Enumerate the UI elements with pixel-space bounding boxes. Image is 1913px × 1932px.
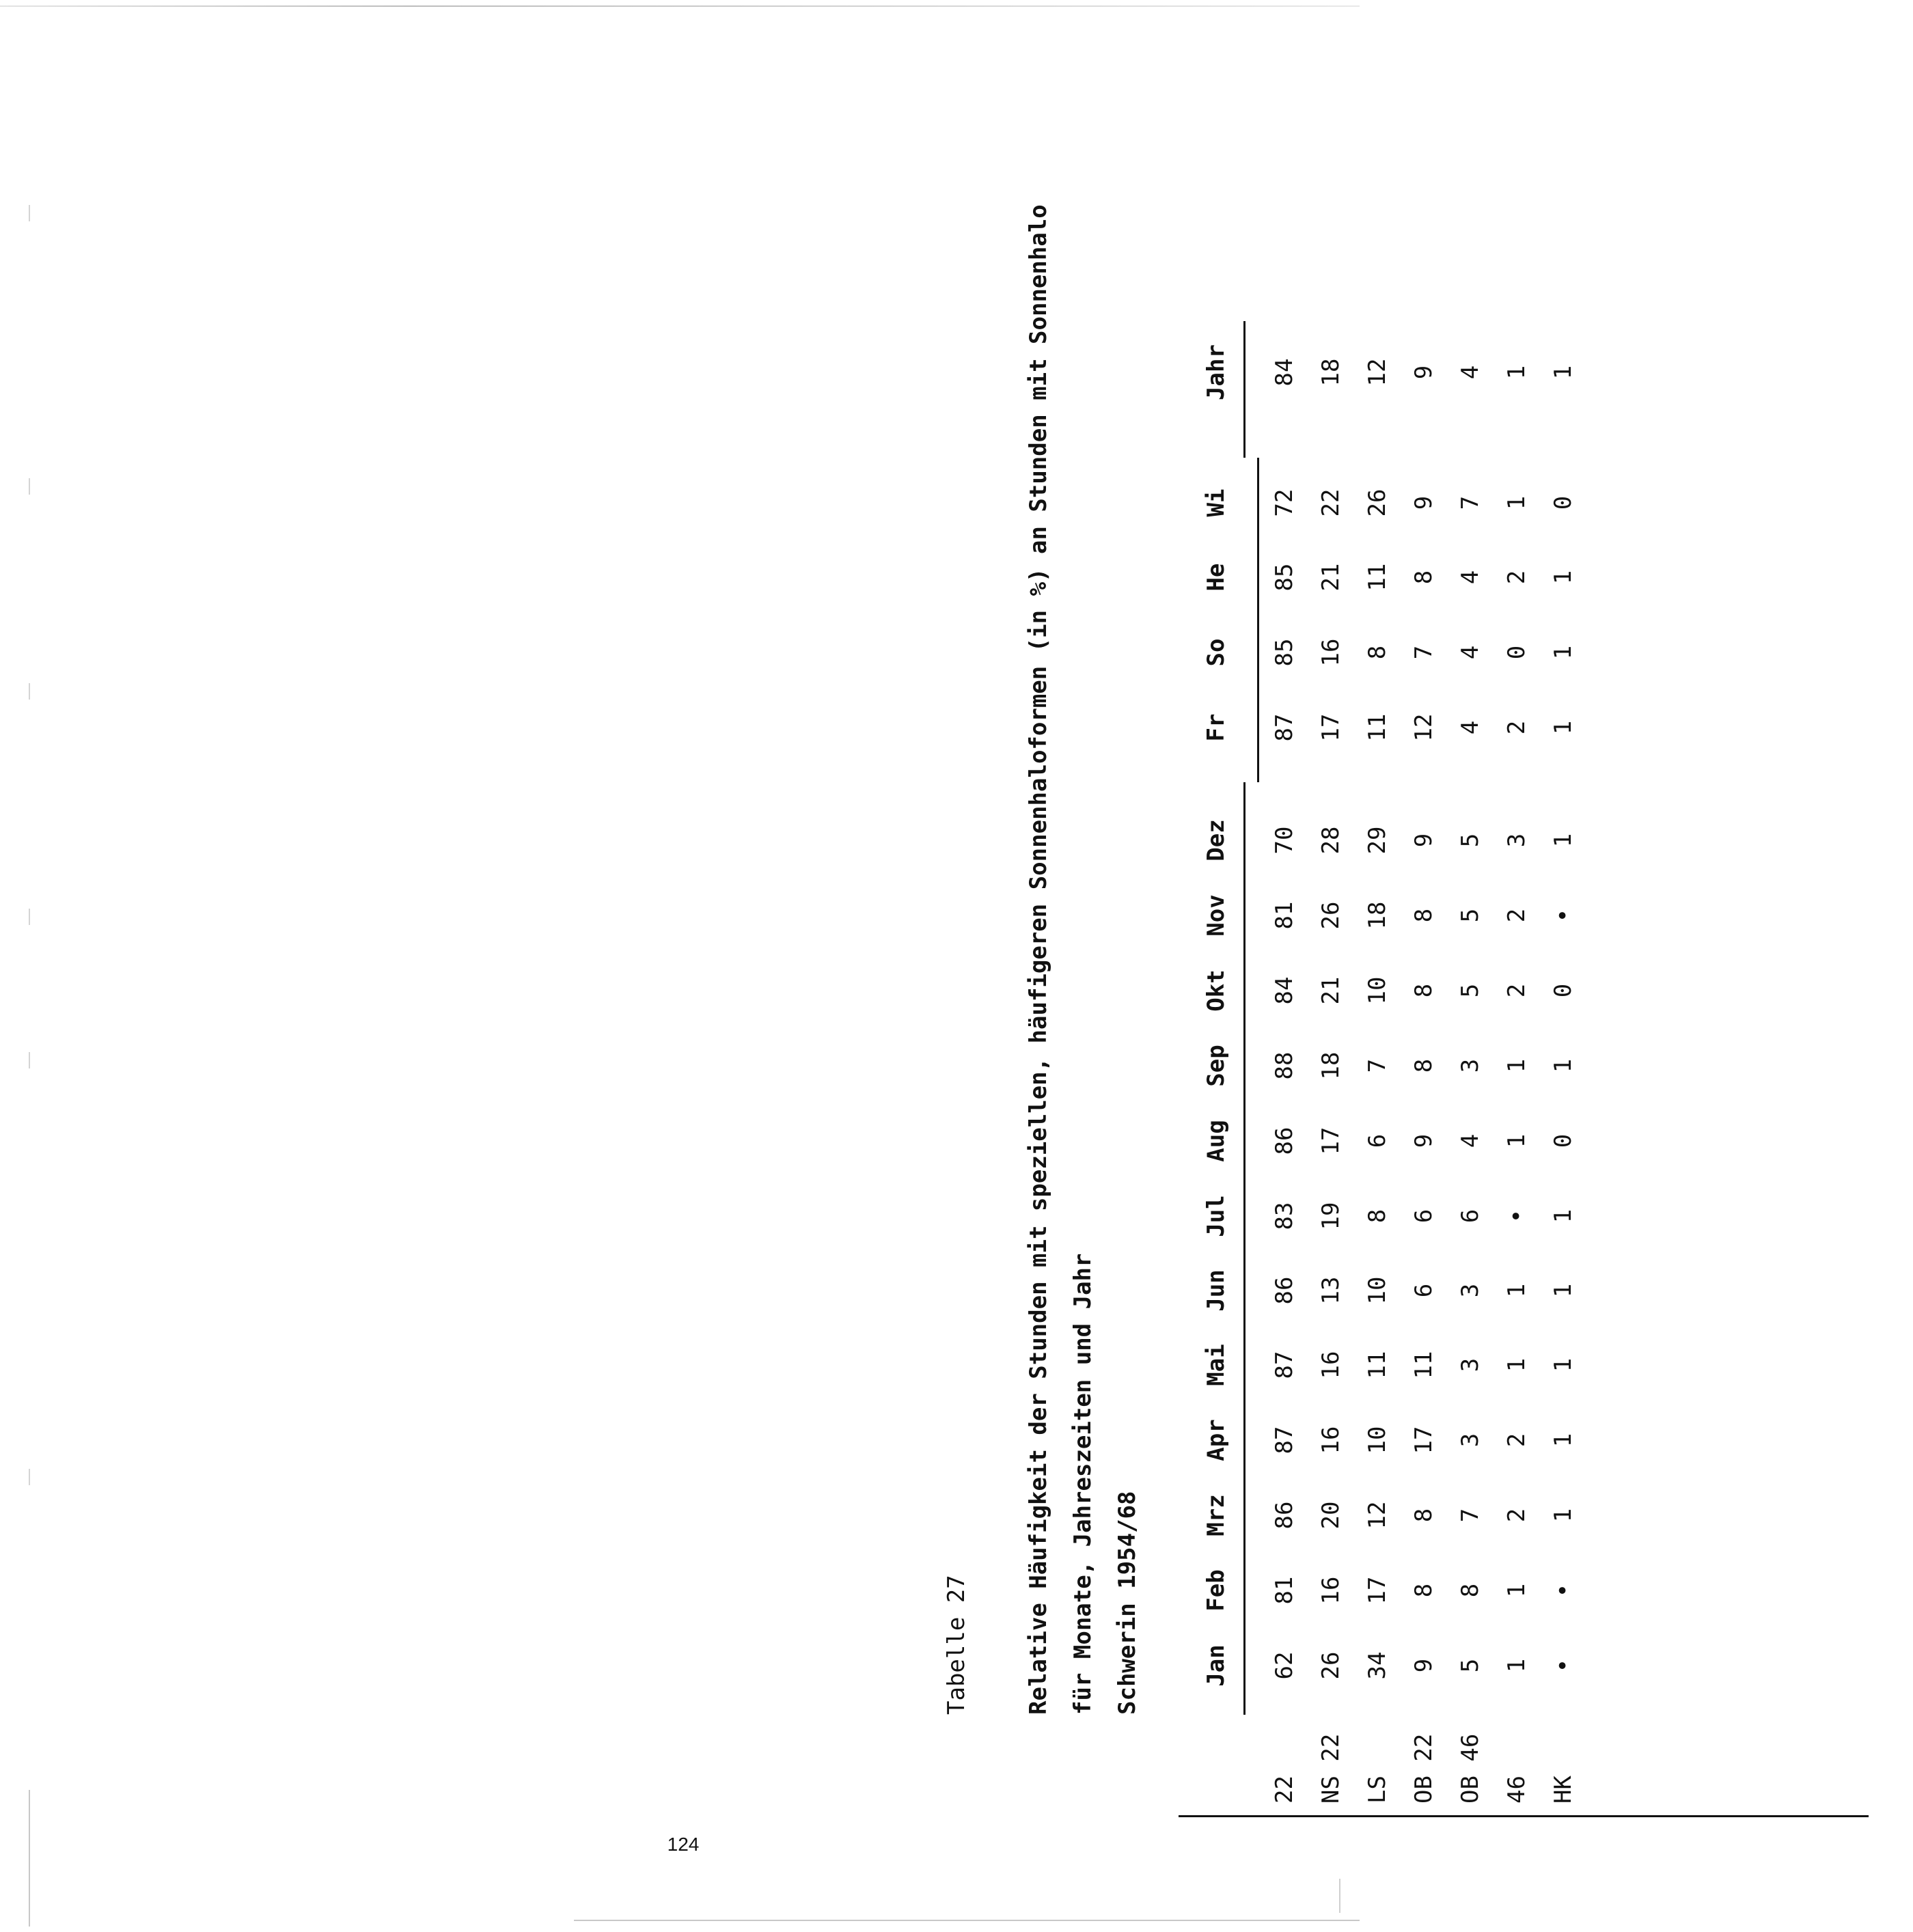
table-cell: 4: [1457, 720, 1484, 735]
table-cell: 10: [1364, 1426, 1391, 1454]
table-cell: 26: [1317, 1651, 1345, 1680]
table-cell: 26: [1317, 901, 1345, 930]
table-cell: 5: [1457, 1658, 1484, 1673]
page-number: 124: [667, 1834, 700, 1855]
column-header-jahr: Jahr: [1202, 344, 1230, 400]
table-cell: 8: [1457, 1583, 1484, 1598]
table-cell: 88: [1271, 1051, 1298, 1080]
table-cell: 8: [1410, 570, 1437, 585]
table-cell: 1: [1550, 1283, 1577, 1298]
table-cell: 2: [1503, 1433, 1530, 1448]
table-cell: 11: [1364, 713, 1391, 742]
table-cell: 8: [1410, 983, 1437, 998]
scan-edge-bottom: [574, 1920, 1360, 1921]
table-cell: 1: [1550, 833, 1577, 848]
stub-rule: [1179, 1815, 1869, 1817]
table-cell: 12: [1410, 713, 1437, 742]
table-cell: 11: [1364, 1351, 1391, 1379]
table-cell: 4: [1457, 1133, 1484, 1148]
table-cell: 28: [1317, 826, 1345, 855]
table-cell: 1: [1503, 1058, 1530, 1073]
row-label: OB 46: [1457, 1733, 1484, 1804]
table-cell: 72: [1271, 488, 1298, 517]
table-cell: 26: [1364, 488, 1391, 517]
table-cell: 62: [1271, 1651, 1298, 1680]
table-cell: 1: [1503, 365, 1530, 380]
table-cell: 12: [1364, 1501, 1391, 1530]
table-cell: 12: [1364, 358, 1391, 387]
row-label: 46: [1503, 1776, 1530, 1804]
table-cell: 84: [1271, 358, 1298, 387]
table-cell: 1: [1550, 1209, 1577, 1224]
table-cell: 17: [1364, 1576, 1391, 1605]
table-cell: 6: [1457, 1209, 1484, 1224]
table-cell: 8: [1364, 1209, 1391, 1224]
table-cell: 19: [1317, 1202, 1345, 1230]
table-cell: 16: [1317, 638, 1345, 667]
table-cell: 0: [1550, 1133, 1577, 1148]
table-cell: 17: [1317, 713, 1345, 742]
column-header-feb: Feb: [1202, 1569, 1230, 1612]
table-cell: •: [1503, 1209, 1530, 1224]
table-cell: 2: [1503, 983, 1530, 998]
table-title-line-2: für Monate, Jahreszeiten und Jahr: [1069, 1253, 1097, 1715]
table-cell: 6: [1410, 1283, 1437, 1298]
table-cell: 1: [1503, 1658, 1530, 1673]
table-cell: 7: [1457, 495, 1484, 510]
scan-tick: [29, 683, 30, 700]
table-cell: 10: [1364, 976, 1391, 1005]
table-cell: 86: [1271, 1276, 1298, 1305]
table-cell: 2: [1503, 908, 1530, 923]
table-cell: 17: [1317, 1127, 1345, 1155]
table-cell: 81: [1271, 901, 1298, 930]
table-cell: 3: [1457, 1058, 1484, 1073]
table-cell: 1: [1503, 1583, 1530, 1598]
table-cell: 3: [1457, 1433, 1484, 1448]
header-underline-seasons: [1257, 458, 1259, 782]
table-cell: 8: [1410, 1508, 1437, 1523]
table-cell: 1: [1550, 570, 1577, 585]
table-cell: 18: [1317, 358, 1345, 387]
table-title-line-1: Relative Häufigkeit der Stunden mit speziellen, häufigeren Sonnenhaloformen (in %) an Stunden mit Sonnenhalo: [1025, 204, 1052, 1715]
table-cell: 16: [1317, 1426, 1345, 1454]
table-cell: 5: [1457, 908, 1484, 923]
table-cell: •: [1550, 1583, 1577, 1598]
table-cell: 3: [1457, 1283, 1484, 1298]
table-cell: 11: [1364, 563, 1391, 592]
column-header-so: So: [1202, 638, 1230, 667]
table-cell: 8: [1410, 1583, 1437, 1598]
scan-tick: [29, 205, 30, 221]
table-cell: 85: [1271, 638, 1298, 667]
scan-edge-right: [1339, 1879, 1340, 1913]
table-cell: 1: [1503, 1133, 1530, 1148]
table-cell: 7: [1457, 1508, 1484, 1523]
table-cell: 1: [1550, 1058, 1577, 1073]
scan-edge-top: [0, 5, 1360, 7]
table-cell: 1: [1503, 495, 1530, 510]
table-cell: 22: [1317, 488, 1345, 517]
table-cell: 6: [1364, 1133, 1391, 1148]
table-cell: 20: [1317, 1501, 1345, 1530]
table-cell: 1: [1550, 720, 1577, 735]
table-cell: 18: [1317, 1051, 1345, 1080]
table-cell: 1: [1503, 1283, 1530, 1298]
table-cell: 1: [1550, 1433, 1577, 1448]
table-label: Tabelle 27: [943, 1575, 970, 1715]
column-header-jul: Jul: [1202, 1195, 1230, 1237]
table-cell: 9: [1410, 1658, 1437, 1673]
scan-tick: [29, 478, 30, 495]
column-header-fr: Fr: [1202, 713, 1230, 742]
column-header-he: He: [1202, 563, 1230, 592]
table-cell: 0: [1550, 983, 1577, 998]
table-cell: 5: [1457, 833, 1484, 848]
table-cell: 9: [1410, 365, 1437, 380]
table-cell: 86: [1271, 1127, 1298, 1155]
table-cell: 85: [1271, 563, 1298, 592]
table-cell: 9: [1410, 495, 1437, 510]
row-label: 22: [1271, 1776, 1298, 1804]
table-cell: 6: [1410, 1209, 1437, 1224]
table-cell: 87: [1271, 1351, 1298, 1379]
column-header-mrz: Mrz: [1202, 1494, 1230, 1536]
table-cell: 34: [1364, 1651, 1391, 1680]
table-cell: 18: [1364, 901, 1391, 930]
header-underline-year: [1243, 321, 1245, 458]
scan-tick: [29, 1469, 30, 1485]
table-cell: 1: [1550, 1508, 1577, 1523]
scan-edge-left: [29, 1790, 30, 1927]
table-cell: 4: [1457, 365, 1484, 380]
scan-tick: [29, 909, 30, 925]
table-cell: 83: [1271, 1202, 1298, 1230]
table-cell: 0: [1550, 495, 1577, 510]
row-label: HK: [1550, 1776, 1577, 1804]
row-label: NS 22: [1317, 1733, 1345, 1804]
column-header-jun: Jun: [1202, 1269, 1230, 1312]
table-cell: •: [1550, 1658, 1577, 1673]
table-cell: 17: [1410, 1426, 1437, 1454]
table-cell: 7: [1364, 1058, 1391, 1073]
column-header-nov: Nov: [1202, 894, 1230, 937]
table-cell: 0: [1503, 645, 1530, 660]
table-cell: 84: [1271, 976, 1298, 1005]
table-cell: 21: [1317, 563, 1345, 592]
table-cell: 4: [1457, 645, 1484, 660]
table-cell: 1: [1503, 1357, 1530, 1372]
table-cell: 16: [1317, 1351, 1345, 1379]
row-label: LS: [1364, 1776, 1391, 1804]
table-cell: 9: [1410, 1133, 1437, 1148]
column-header-wi: Wi: [1202, 488, 1230, 517]
rotated-page-content: [943, 75, 1913, 1804]
table-cell: 87: [1271, 1426, 1298, 1454]
column-header-sep: Sep: [1202, 1045, 1230, 1087]
header-underline-months: [1243, 782, 1245, 1715]
table-title-line-3: Schwerin 1954/68: [1114, 1491, 1141, 1715]
table-cell: 11: [1410, 1351, 1437, 1379]
table-cell: 81: [1271, 1576, 1298, 1605]
table-cell: 70: [1271, 826, 1298, 855]
row-label: OB 22: [1410, 1733, 1437, 1804]
table-cell: 13: [1317, 1276, 1345, 1305]
table-cell: 7: [1410, 645, 1437, 660]
table-cell: 4: [1457, 570, 1484, 585]
table-cell: •: [1550, 908, 1577, 923]
column-header-dez: Dez: [1202, 819, 1230, 861]
table-cell: 87: [1271, 713, 1298, 742]
table-cell: 16: [1317, 1576, 1345, 1605]
table-cell: 2: [1503, 570, 1530, 585]
column-header-jan: Jan: [1202, 1644, 1230, 1687]
column-header-apr: Apr: [1202, 1419, 1230, 1461]
table-cell: 86: [1271, 1501, 1298, 1530]
table-cell: 2: [1503, 1508, 1530, 1523]
table-cell: 1: [1550, 1357, 1577, 1372]
table-cell: 3: [1457, 1357, 1484, 1372]
table-cell: 1: [1550, 645, 1577, 660]
table-cell: 1: [1550, 365, 1577, 380]
table-cell: 9: [1410, 833, 1437, 848]
scan-tick: [29, 1052, 30, 1068]
table-cell: 10: [1364, 1276, 1391, 1305]
column-header-okt: Okt: [1202, 969, 1230, 1012]
table-cell: 8: [1410, 1058, 1437, 1073]
column-header-mai: Mai: [1202, 1344, 1230, 1386]
table-cell: 3: [1503, 833, 1530, 848]
table-cell: 8: [1364, 645, 1391, 660]
table-cell: 8: [1410, 908, 1437, 923]
table-cell: 5: [1457, 983, 1484, 998]
table-cell: 2: [1503, 720, 1530, 735]
table-cell: 29: [1364, 826, 1391, 855]
column-header-aug: Aug: [1202, 1120, 1230, 1162]
table-cell: 21: [1317, 976, 1345, 1005]
